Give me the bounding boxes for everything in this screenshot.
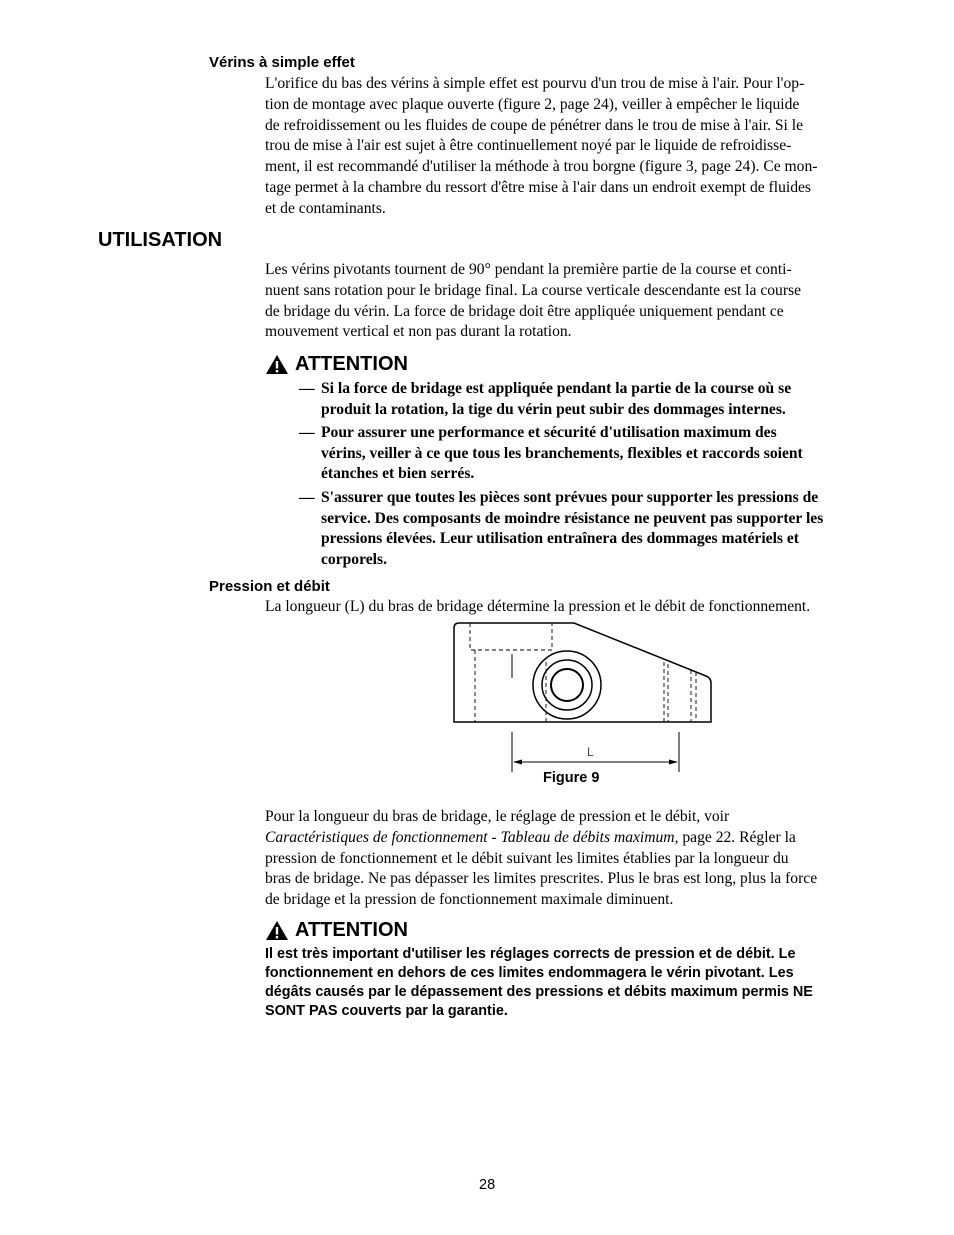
attention-item-line: pressions élevées. Leur utilisation entraînera des dommages matériels et	[321, 530, 799, 547]
paragraph-line: de bridage du vérin. La force de bridage doit être appliquée uniquement pendant ce	[265, 302, 784, 320]
attention-item	[299, 423, 899, 485]
paragraph-line	[265, 828, 817, 849]
attention-item	[299, 379, 899, 421]
em-dash: —	[299, 424, 315, 441]
attention-item-line: Si la force de bridage est appliquée pendant la partie de la course où se	[321, 380, 792, 397]
warning-line: dégâts causés par le dépassement des pressions et débits maximum permis NE	[265, 984, 813, 1000]
utilisation-heading: UTILISATION	[98, 229, 223, 251]
paragraph-line: ment, il est recommandé d'utiliser la méthode à trou borgne (figure 3, page 24). Ce mon-	[265, 158, 818, 176]
warning-line: SONT PAS couverts par la garantie.	[265, 1003, 508, 1019]
pression-heading: Pression et débit	[209, 578, 330, 595]
attention-label: ATTENTION	[295, 353, 408, 375]
attention-title-2	[265, 919, 408, 942]
figure-caption: Figure 9	[543, 770, 600, 786]
paragraph-line: bras de bridage. Ne pas dépasser les limites prescrites. Plus le bras est long, plus la force	[265, 870, 818, 888]
attention-item-line: produit la rotation, la tige du vérin peut subir des dommages internes.	[321, 400, 786, 418]
paragraph-line: Pour la longueur du bras de bridage, le réglage de pression et le débit, voir	[265, 808, 730, 825]
warning-line: Il est très important d'utiliser les réglages corrects de pression et de débit. Le	[265, 946, 796, 962]
attention-item-line: Pour assurer une performance et sécurité d'utilisation maximum des	[321, 424, 777, 441]
paragraph-line: tage permet à la chambre du ressort d'être mise à l'air dans un endroit exempt de fluides	[265, 178, 812, 196]
paragraph-line: trou de mise à l'air est sujet à être continuellement noyé par le liquide de refroidisse-	[265, 137, 792, 155]
paragraph-line: nuent sans rotation pour le bridage final. La course verticale descendante est la course	[265, 281, 802, 299]
dimension-label-l: L	[587, 745, 594, 759]
attention-label: ATTENTION	[295, 919, 408, 941]
paragraph-line: de refroidissement ou les fluides de coupe de pénétrer dans le trou de mise à l'air. Si le	[265, 116, 804, 134]
warning-line: fonctionnement en dehors de ces limites endommagera le vérin pivotant. Les	[265, 965, 794, 981]
paragraph-line: et de contaminants.	[265, 199, 386, 217]
page-number: 28	[479, 1177, 496, 1193]
em-dash: —	[299, 380, 315, 397]
reference-title: Caractéristiques de fonctionnement - Tableau de débits maximum	[265, 828, 675, 846]
attention-item	[299, 488, 899, 572]
attention-item-line: corporels.	[321, 550, 387, 568]
paragraph-line: mouvement vertical et non pas durant la rotation.	[265, 323, 572, 341]
clamp-arm-figure	[440, 614, 730, 774]
attention-item-line: S'assurer que toutes les pièces sont prévues pour supporter les pressions de	[321, 489, 819, 506]
attention-warning-text	[265, 945, 813, 1021]
em-dash: —	[299, 489, 315, 506]
attention-item-line: service. Des composants de moindre résistance ne peuvent pas supporter les	[321, 509, 824, 527]
verins-paragraph	[265, 74, 817, 220]
paragraph-line: L'orifice du bas des vérins à simple effet est pourvu d'un trou de mise à l'air. Pour l'op-	[265, 75, 805, 92]
attention-item-line: vérins, veiller à ce que tous les branchements, flexibles et raccords soient	[321, 444, 803, 462]
paragraph-line: de bridage et la pression de fonctionnement maximale diminuent.	[265, 891, 674, 909]
paragraph-line: pression de fonctionnement et le débit suivant les limites établies par la longueur du	[265, 849, 789, 867]
reference-suffix: , page 22. Régler la	[674, 828, 796, 846]
section-heading-verins: Vérins à simple effet	[209, 54, 355, 71]
attention-item-line: étanches et bien serrés.	[321, 465, 475, 482]
paragraph-line: tion de montage avec plaque ouverte (figure 2, page 24), veiller à empêcher le liquide	[265, 95, 800, 113]
pression-paragraph	[265, 807, 817, 911]
pression-intro-line: La longueur (L) du bras de bridage détermine la pression et le débit de fonctionnement.	[265, 598, 811, 615]
paragraph-line: Les vérins pivotants tournent de 90° pendant la première partie de la course et conti-	[265, 261, 792, 278]
utilisation-paragraph	[265, 260, 801, 343]
attention-title-1	[265, 353, 408, 376]
warning-icon	[265, 920, 289, 941]
warning-icon	[265, 354, 289, 375]
